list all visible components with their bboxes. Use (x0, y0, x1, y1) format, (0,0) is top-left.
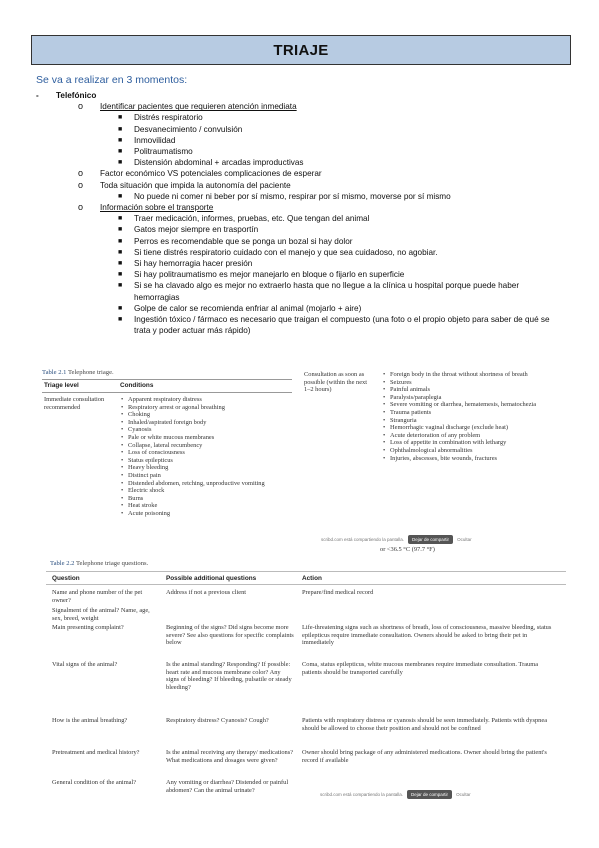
condition-item: • Status epilepticus (128, 457, 298, 465)
table1-tail: or <36.5 °C (97.7 °F) (380, 546, 435, 553)
outline-subitem-label: Golpe de calor se recomienda enfriar al animal (mojarlo + aire) (134, 303, 362, 313)
outline-subitem (36, 157, 566, 168)
condition-item: • Loss of consciousness (128, 449, 298, 457)
condition-item: • Inhaled/aspirated foreign body (128, 419, 298, 427)
square-bullet-icon: ■ (118, 226, 123, 234)
square-bullet-icon: ■ (118, 248, 123, 256)
outline-subitem (36, 258, 566, 269)
outline-subitem-label: Politraumatismo (134, 147, 193, 157)
condition-item: • Injuries, abscesses, bite wounds, fractures (390, 455, 570, 463)
stop-sharing-button[interactable]: Dejar de compartir (408, 535, 453, 544)
outline (36, 90, 566, 336)
outline-item-label: Factor económico VS potenciales complicaciones de esperar (100, 169, 322, 179)
outline-item (36, 168, 566, 179)
outline-subitem-label: Desvanecimiento / convulsión (134, 124, 243, 134)
table-cell-question: Signalment of the animal? Name, age, sex, breed, weight (52, 607, 150, 622)
square-bullet-icon: ■ (118, 316, 123, 324)
condition-item: • Heat stroke (128, 502, 298, 510)
condition-item: • Pale or white mucous membranes (128, 434, 298, 442)
condition-item: • Electric shock (128, 487, 298, 495)
outline-subitem-label: Distrés respiratorio (134, 113, 203, 123)
square-bullet-icon: ■ (118, 148, 123, 156)
section-label: Telefónico (56, 91, 97, 100)
outline-items (36, 101, 566, 336)
condition-item: • Loss of appetite in combination with lethargy (390, 439, 570, 447)
square-bullet-icon: ■ (118, 136, 123, 144)
square-bullet-icon: ■ (118, 271, 123, 279)
outline-subitem-label: Perros es recomendable que se ponga un bozal si hay dolor (134, 236, 353, 246)
outline-item-label: Toda situación que impida la autonomía del paciente (100, 180, 291, 190)
table1-level: Immediate consultation recommended (44, 396, 105, 411)
scan-table-2-2 (36, 560, 566, 803)
square-bullet-icon: ■ (118, 159, 123, 167)
condition-item: • Trauma patients (390, 409, 570, 417)
table-cell-question: Vital signs of the animal? (52, 661, 118, 668)
outline-subitem-label: Gatos mejor siempre en trasportín (134, 225, 259, 235)
outline-subitem (36, 213, 566, 224)
condition-item: • Seizures (390, 379, 570, 387)
condition-item: • Heavy bleeding (128, 464, 298, 472)
table-cell-question: How is the animal breathing? (52, 717, 128, 724)
table-cell-action: Coma, status epilepticus, white mucous membranes require immediate consultation. Trauma patients should be transported carefully (302, 661, 539, 676)
outline-subitem-label: Distensión abdominal + arcadas improductivas (134, 158, 304, 168)
table-cell-action: Prepare/find medical record (302, 589, 374, 596)
table1-caption-text: Telephone triage. (67, 369, 114, 376)
table-cell-additional: Beginning of the signs? Did signs become more severe? See also questions for specific complaints below (166, 624, 294, 647)
table-cell-question: General condition of the animal? (52, 779, 137, 786)
outline-subitem-label: Traer medicación, informes, pruebas, etc. Que tengan del animal (134, 214, 370, 224)
condition-item: • Acute deterioration of any problem (390, 432, 570, 440)
outline-subitem (36, 135, 566, 146)
square-bullet-icon: ■ (118, 260, 123, 268)
condition-item: • Hemorrhagic vaginal discharge (exclude heat) (390, 424, 570, 432)
table1-level2: Consultation as soon as possible (within the next 1–2 hours) (304, 371, 368, 394)
table2-header-additional: Possible additional questions (166, 575, 257, 582)
page-title: TRIAJE (273, 41, 329, 59)
outline-subitem (36, 269, 566, 280)
table-cell-additional: Is the animal receiving any therapy/ medications? What medications and dosages were given? (166, 749, 294, 764)
table-cell-additional: Any vomiting or diarrhea? Distended or painful abdomen? Can the animal urinate? (166, 779, 289, 794)
condition-item: • Choking (128, 411, 298, 419)
circle-bullet: o (78, 202, 84, 213)
table1-header-conditions: Conditions (120, 382, 154, 389)
share-bar-1 (321, 535, 472, 544)
table2-caption (50, 560, 148, 567)
title-banner (31, 35, 571, 65)
dash-bullet: - (36, 91, 39, 100)
condition-item: • Paralysis/paraplegia (390, 394, 570, 402)
outline-item (36, 180, 566, 191)
table-cell-additional: Is the animal standing? Responding? If possible: heart rate and mucous membrane color? Any signs of bleeding? If bleeding, pulsatile or steady bleeding? (166, 661, 292, 691)
table2-caption-num: Table 2.2 (50, 560, 75, 567)
outline-subitem (36, 124, 566, 135)
table-cell-additional: Respiratory distress? Cyanosis? Cough? (166, 717, 269, 724)
outline-subitem-label: Si hay politraumatismo es mejor manejarlo en bloque o fijarlo en superficie (134, 270, 405, 280)
square-bullet-icon: ■ (118, 192, 123, 200)
circle-bullet: o (78, 101, 84, 112)
condition-item: • Respiratory arrest or agonal breathing (128, 404, 298, 412)
table-cell-action: Life-threatening signs such as shortness of breath, loss of consciousness, massive bleeding, status epilepticus require immediate consultation. Owners should be asked to bring their pet in immediately (302, 624, 552, 647)
outline-subitem-label: Si tiene distrés respiratorio cuidado con el manejo y que sea cuidadoso, no agobiar. (134, 247, 438, 257)
square-bullet-icon: ■ (118, 125, 123, 133)
table1-header-level: Triage level (44, 382, 79, 389)
outline-subitem (36, 280, 566, 302)
scan-table-2-1 (36, 367, 566, 557)
outline-subitem-label: No puede ni comer ni beber por sí mismo, respirar por sí mismo, moverse por sí mismo (134, 191, 451, 201)
outline-subitem-label: Si se ha clavado algo es mejor no extraerlo hasta que no llegue a la clínica u hospital porque puede haber hemorragias (134, 281, 520, 302)
outline-subitem-label: Si hay hemorragia hacer presión (134, 259, 253, 269)
condition-item: • Stranguria (390, 417, 570, 425)
square-bullet-icon: ■ (118, 304, 123, 312)
square-bullet-icon: ■ (118, 215, 123, 223)
condition-item: • Painful animals (390, 386, 570, 394)
square-bullet-icon: ■ (118, 114, 123, 122)
condition-item: • Acute poisoning (128, 510, 298, 518)
circle-bullet: o (78, 179, 84, 190)
outline-item-label: Identificar pacientes que requieren atención inmediata (100, 102, 297, 112)
table1-caption (42, 369, 114, 376)
outline-item-label: Información sobre el transporte (100, 203, 214, 213)
share-bar-text: scribd.com está compartiendo la pantalla. (320, 792, 404, 797)
table1-conditions2 (382, 371, 570, 462)
table-cell-additional: Address if not a previous client (166, 589, 247, 596)
table-cell-question: Pretreatment and medical history? (52, 749, 140, 756)
share-bar-2 (320, 790, 471, 799)
outline-subitem (36, 314, 566, 336)
condition-item: • Apparent respiratory distress (128, 396, 298, 404)
outline-subitem (36, 236, 566, 247)
outline-subitem (36, 247, 566, 258)
table1-conditions (120, 396, 298, 518)
table2-caption-text: Telephone triage questions. (75, 560, 149, 567)
outline-subitem (36, 224, 566, 235)
outline-subitem (36, 303, 566, 314)
outline-subitem-label: Inmovilidad (134, 135, 176, 145)
hide-button[interactable]: Ocultar (457, 537, 472, 542)
table-cell-question: Main presenting complaint? (52, 624, 124, 631)
outline-subitem (36, 146, 566, 157)
hide-button[interactable]: Ocultar (456, 792, 471, 797)
condition-item: • Distended abdomen, retching, unproductive vomiting (128, 480, 298, 488)
outline-section (36, 90, 566, 101)
condition-item: • Severe vomiting or diarrhea, hematemesis, hematochezia (390, 401, 570, 409)
outline-subitem (36, 191, 566, 202)
outline-subitem-label: Ingestión tóxico / fármaco es necesario que traigan el compuesto (una foto o el propio objeto para saber de qué se trata y poder actuar más rápido) (134, 315, 550, 336)
condition-item: • Cyanosis (128, 426, 298, 434)
square-bullet-icon: ■ (118, 237, 123, 245)
condition-item: • Burns (128, 495, 298, 503)
share-bar-text: scribd.com está compartiendo la pantalla. (321, 537, 405, 542)
stop-sharing-button[interactable]: Dejar de compartir (407, 790, 452, 799)
outline-item (36, 202, 566, 213)
table1-caption-num: Table 2.1 (42, 369, 67, 376)
table-cell-action: Patients with respiratory distress or cyanosis should be seen immediately. Patients with dyspnea should be allowed to choose their position and should not be confined (302, 717, 548, 732)
outline-item (36, 101, 566, 112)
condition-item: • Collapse, lateral recumbency (128, 442, 298, 450)
intro-text: Se va a realizar en 3 momentos: (36, 74, 188, 86)
table-cell-question: Name and phone number of the pet owner? (52, 589, 143, 604)
outline-subitem (36, 112, 566, 123)
condition-item: • Ophthalmological abnormalities (390, 447, 570, 455)
condition-item: • Distinct pain (128, 472, 298, 480)
circle-bullet: o (78, 168, 84, 179)
condition-item: • Foreign body in the throat without shortness of breath (390, 371, 570, 379)
table-cell-action: Owner should bring package of any administered medications. Owner should bring the patient's record if available (302, 749, 547, 764)
square-bullet-icon: ■ (118, 282, 123, 290)
table2-header-action: Action (302, 575, 322, 582)
table2-header-question: Question (52, 575, 80, 582)
